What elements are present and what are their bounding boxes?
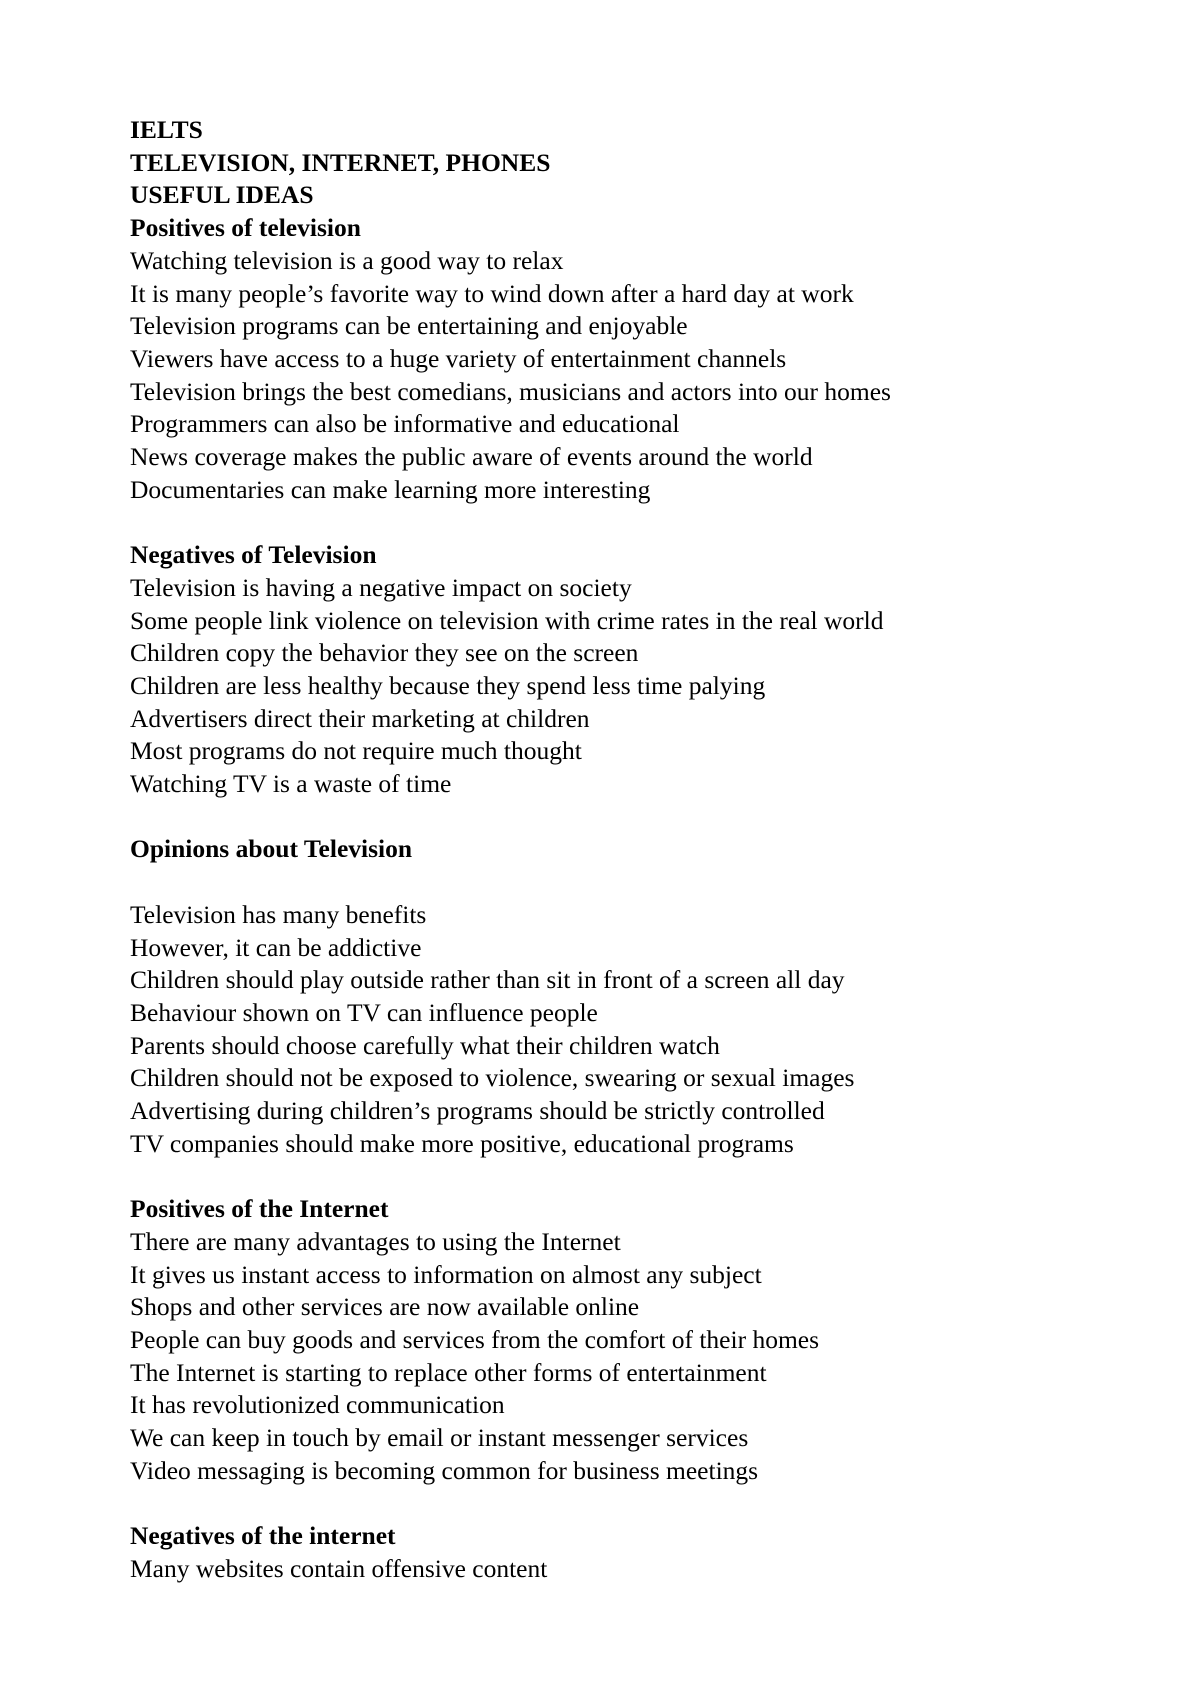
text-line: However, it can be addictive <box>130 932 422 962</box>
text-line: Watching television is a good way to relax <box>130 245 564 275</box>
blank-line <box>130 801 1130 834</box>
text-line: Children should play outside rather than sit in front of a screen all day <box>130 965 845 995</box>
text-line: TV companies should make more positive, educational programs <box>130 1128 794 1158</box>
text-line: News coverage makes the public aware of events around the world <box>130 442 813 472</box>
blank-line <box>130 1160 1130 1193</box>
text-line: Shops and other services are now available online <box>130 1292 640 1322</box>
text-line: Children are less healthy because they spend less time palying <box>130 670 766 700</box>
section-heading: Opinions about Television <box>130 834 413 864</box>
text-line: Advertising during children’s programs should be strictly controlled <box>130 1096 825 1126</box>
text-line: Children copy the behavior they see on the screen <box>130 638 639 668</box>
text-line: It is many people’s favorite way to wind down after a hard day at work <box>130 278 854 308</box>
text-line: Advertisers direct their marketing at children <box>130 703 590 733</box>
exam-title: IELTS <box>130 115 203 144</box>
section-heading: Negatives of the internet <box>130 1521 396 1551</box>
text-line: Some people link violence on television with crime rates in the real world <box>130 605 884 635</box>
section-heading: Positives of the Internet <box>130 1194 389 1224</box>
text-line: Television brings the best comedians, musicians and actors into our homes <box>130 376 891 406</box>
text-line: Viewers have access to a huge variety of entertainment channels <box>130 343 787 373</box>
blank-line <box>130 506 1130 539</box>
text-line: Television programs can be entertaining and enjoyable <box>130 311 688 341</box>
document-subtitle: USEFUL IDEAS <box>130 180 314 210</box>
text-line: Parents should choose carefully what their children watch <box>130 1030 720 1060</box>
text-line: Watching TV is a waste of time <box>130 769 452 799</box>
section-heading: Positives of television <box>130 213 361 243</box>
text-line: There are many advantages to using the Internet <box>130 1226 621 1256</box>
text-line: Behaviour shown on TV can influence people <box>130 997 598 1027</box>
text-line: Children should not be exposed to violence, swearing or sexual images <box>130 1063 855 1093</box>
section-heading: Negatives of Television <box>130 540 377 570</box>
text-line: The Internet is starting to replace other forms of entertainment <box>130 1357 767 1387</box>
text-line: It gives us instant access to information on almost any subject <box>130 1259 762 1289</box>
text-line: Television is having a negative impact on society <box>130 572 632 602</box>
blank-line <box>130 1487 1130 1520</box>
text-line: People can buy goods and services from the comfort of their homes <box>130 1324 820 1354</box>
blank-line <box>130 866 1130 899</box>
text-line: Television has many benefits <box>130 899 427 929</box>
text-line: Many websites contain offensive content <box>130 1553 548 1583</box>
text-line: Programmers can also be informative and educational <box>130 409 680 439</box>
text-line: Most programs do not require much thought <box>130 736 582 766</box>
text-line: Documentaries can make learning more interesting <box>130 474 651 504</box>
topic-title: TELEVISION, INTERNET, PHONES <box>130 147 551 177</box>
document-body <box>130 114 1130 1586</box>
text-line: Video messaging is becoming common for business meetings <box>130 1455 759 1485</box>
text-line: It has revolutionized communication <box>130 1390 505 1420</box>
text-line: We can keep in touch by email or instant messenger services <box>130 1423 749 1453</box>
